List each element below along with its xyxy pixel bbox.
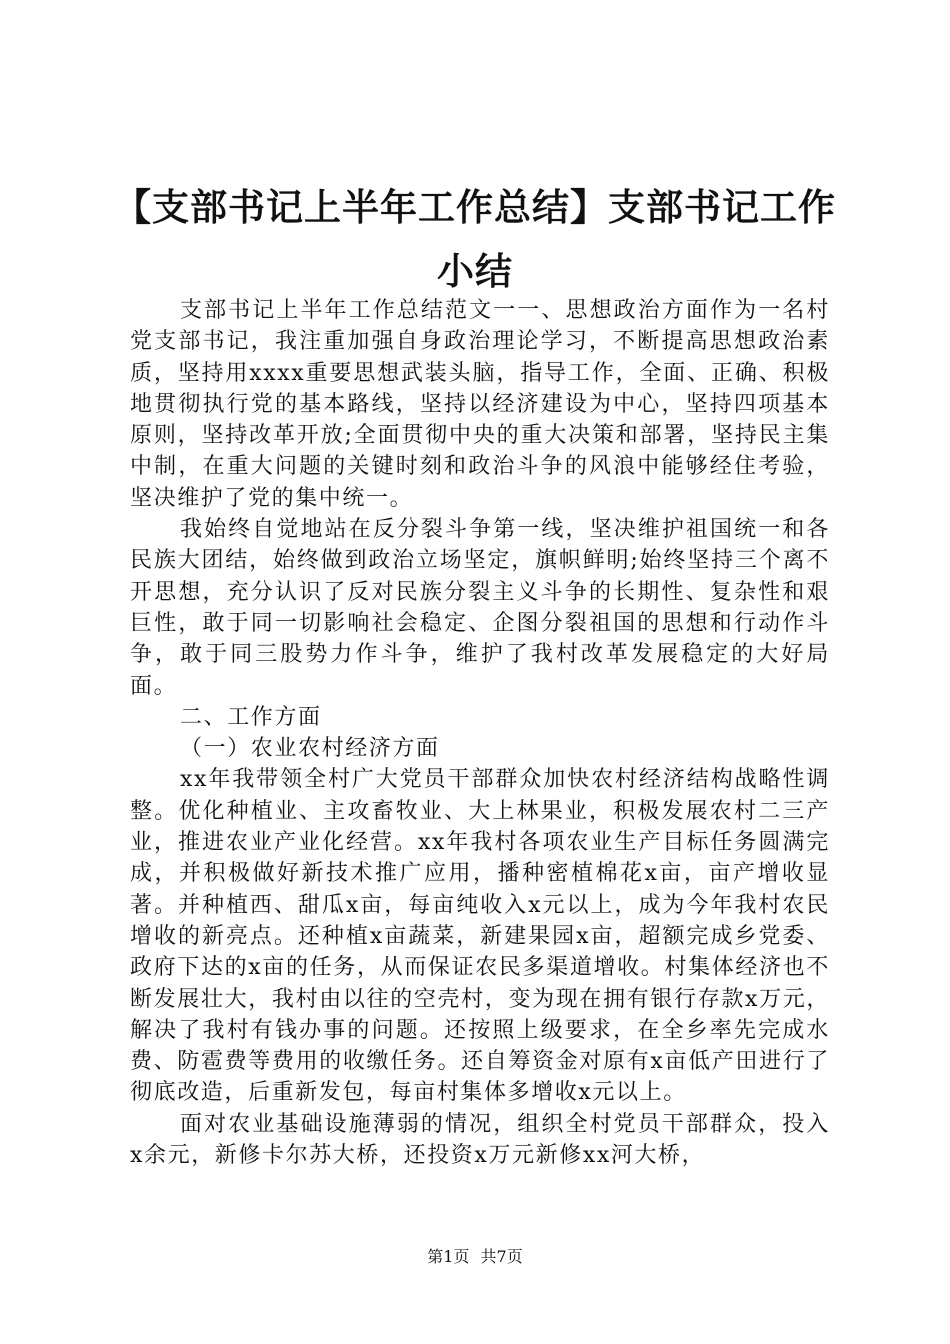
page-number: 第1页 bbox=[427, 1247, 470, 1266]
document-body bbox=[130, 295, 830, 1171]
page-footer bbox=[0, 1244, 950, 1267]
paragraph: 支部书记上半年工作总结范文一一、思想政治方面作为一名村党支部书记，我注重加强自身政治理论学习，不断提高思想政治素质，坚持用xxxx重要思想武装头脑，指导工作，全面、正确、积极地贯彻执行党的基本路线，坚持以经济建设为中心，坚持四项基本原则，坚持改革开放;全面贯彻中央的重大决策和部署，坚持民主集中制，在重大问题的关键时刻和政治斗争的风浪中能够经住考验，坚决维护了党的集中统一。 bbox=[130, 298, 830, 511]
paragraph: 我始终自觉地站在反分裂斗争第一线，坚决维护祖国统一和各民族大团结，始终做到政治立场坚定，旗帜鲜明;始终坚持三个离不开思想，充分认识了反对民族分裂主义斗争的长期性、复杂性和艰巨性，敢于同一切影响社会稳定、企图分裂祖国的思想和行动作斗争，敢于同三股势力作斗争，维护了我村改革发展稳定的大好局面。 bbox=[130, 517, 830, 699]
paragraph: xx年我带领全村广大党员干部群众加快农村经济结构战略性调整。优化种植业、主攻畜牧业、大上林果业，积极发展农村二三产业，推进农业产业化经营。xx年我村各项农业生产目标任务圆满完成，并积极做好新技术推广应用，播种密植棉花x亩，亩产增收显著。并种植西、甜瓜x亩，每亩纯收入x元以上，成为今年我村农民增收的新亮点。还种植x亩蔬菜，新建果园x亩，超额完成乡党委、政府下达的x亩的任务，从而保证农民多渠道增收。村集体经济也不断发展壮大，我村由以往的空壳村，变为现在拥有银行存款x万元，解决了我村有钱办事的问题。还按照上级要求，在全乡率先完成水费、防雹费等费用的收缴任务。还自筹资金对原有x亩低产田进行了彻底改造，后重新发包，每亩村集体多增收x元以上。 bbox=[130, 767, 830, 1106]
document-title: 【支部书记上半年工作总结】支部书记工作小结 bbox=[114, 186, 836, 293]
paragraph: 面对农业基础设施薄弱的情况，组织全村党员干部群众，投入x余元，新修卡尔苏大桥，还投资x万元新修xx河大桥， bbox=[130, 1111, 830, 1169]
total-pages: 共7页 bbox=[480, 1247, 523, 1266]
subsection-heading: （一）农业农村经济方面 bbox=[180, 736, 440, 762]
section-heading: 二、工作方面 bbox=[180, 704, 322, 730]
